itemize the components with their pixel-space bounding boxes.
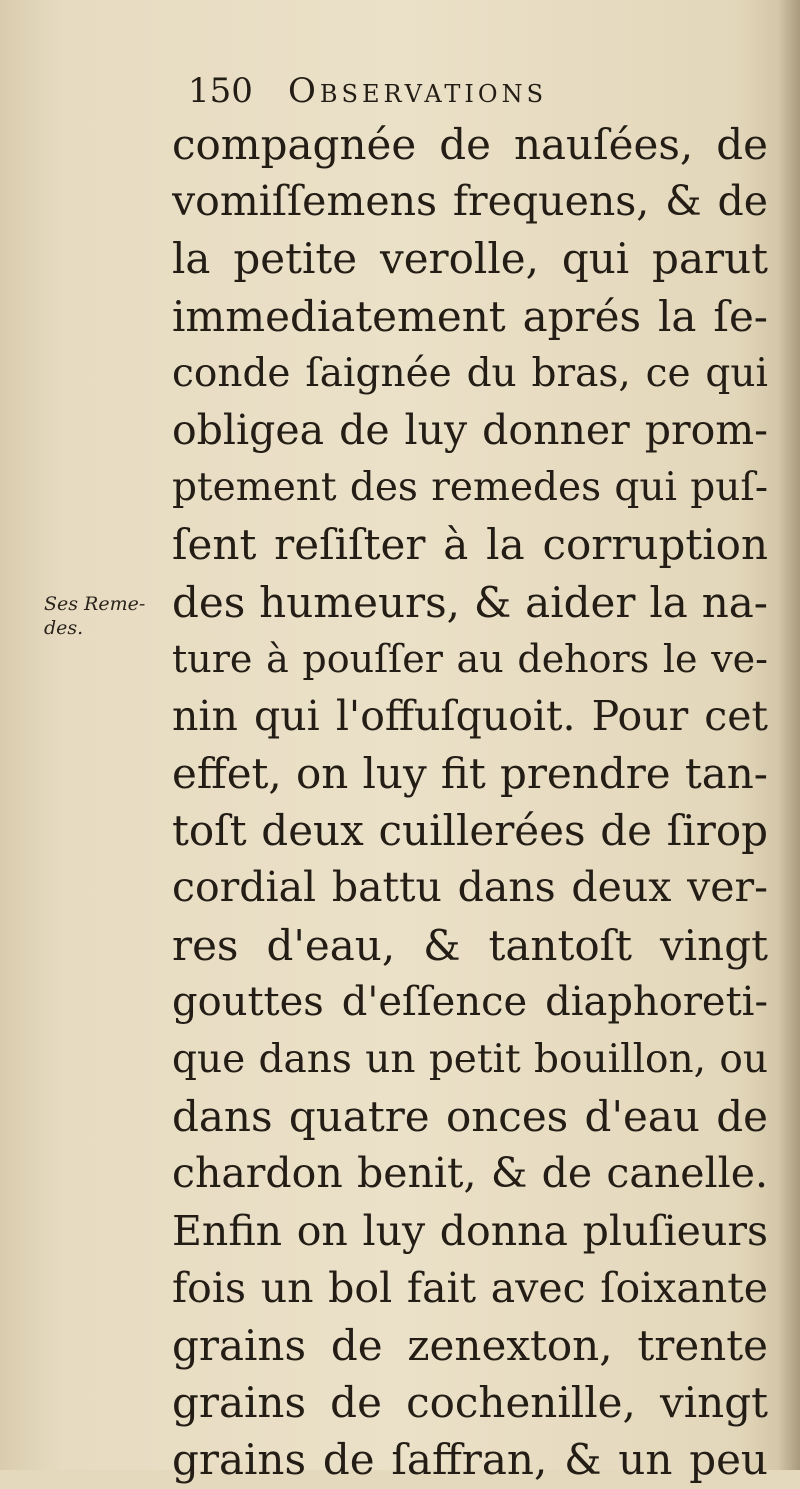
text-line: que dans un petit bouillon, ou: [172, 1037, 768, 1082]
text-line: immediatement aprés la ſe-: [172, 291, 768, 341]
marginal-note-line: Ses Reme-: [44, 593, 146, 615]
text-line: dans quatre onces d'eau de: [172, 1092, 768, 1142]
text-line: conde ſaignée du bras, ce qui: [172, 350, 768, 396]
text-line: cordial battu dans deux ver-: [172, 863, 768, 912]
running-title: Observations: [288, 71, 548, 111]
text-line: la petite verolle, qui parut: [172, 234, 768, 284]
page-number: 150: [188, 71, 253, 111]
text-line: toſt deux cuillerées de ſirop: [172, 806, 768, 856]
marginal-note-line: des.: [44, 617, 84, 639]
text-line: chardon benit, & de canelle.: [172, 1149, 768, 1198]
text-line: ture à pouſſer au dehors le ve-: [172, 636, 768, 681]
text-line: obligea de luy donner prom-: [172, 405, 768, 454]
text-line: fois un bol fait avec ſoixante: [172, 1263, 768, 1312]
text-line: compagnée de nauſées, de: [172, 120, 768, 169]
marginal-note: [44, 592, 164, 640]
body-text: [172, 116, 768, 1489]
text-line: ſent reſiſter à la corruption: [172, 520, 768, 570]
page-header: [188, 66, 688, 116]
text-line: grains de cochenille, vingt: [172, 1378, 768, 1428]
text-line: res d'eau, & tantoſt vingt: [172, 920, 768, 970]
text-line: effet, on luy fit prendre tan-: [172, 749, 768, 799]
text-line: des humeurs, & aider la na-: [172, 577, 768, 627]
text-line: nin qui l'offuſquoit. Pour cet: [172, 691, 768, 740]
text-line: Enfin on luy donna pluſieurs: [172, 1206, 768, 1255]
text-line: grains de ſaffran, & un peu: [172, 1435, 768, 1485]
page-edge-shadow: [778, 0, 800, 1470]
text-line: vomiſſemens frequens, & de: [172, 177, 768, 226]
text-line: grains de zenexton, trente: [172, 1320, 768, 1370]
text-line: ptement des remedes qui puſ-: [172, 465, 768, 511]
text-line: gouttes d'eſſence diaphoreti-: [172, 978, 768, 1025]
